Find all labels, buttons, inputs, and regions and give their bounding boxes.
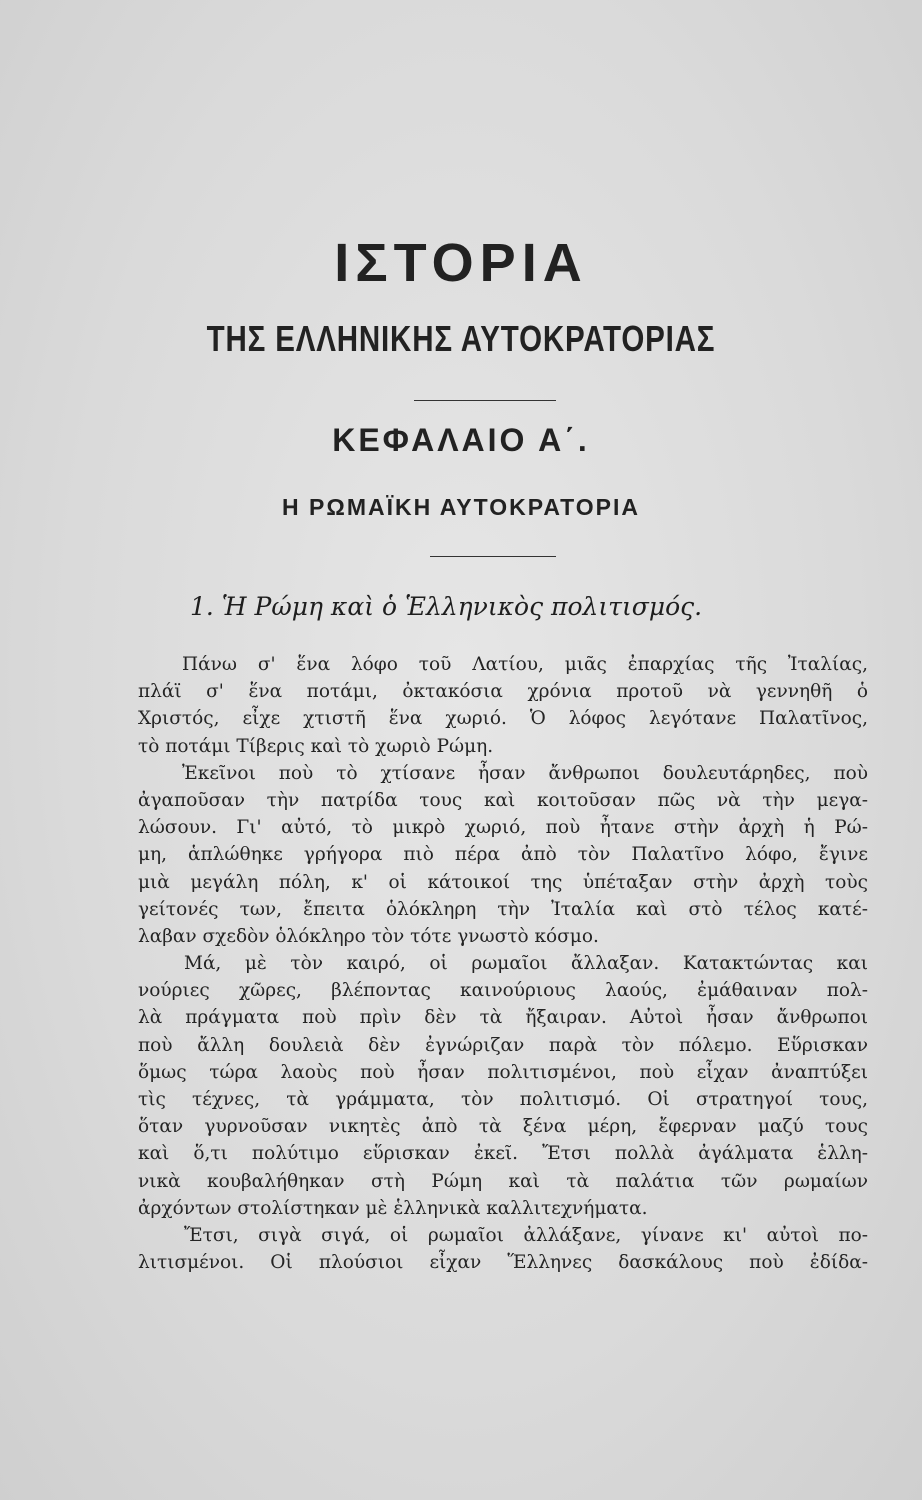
text-line: τὶς τέχνες, τὰ γράμματα, τὸν πολιτισμό. Οἱ στρατηγοί τους,	[138, 1089, 868, 1110]
text-line: νούριες χῶρες, βλέποντας καινούριους λαούς, ἐμάθαιναν πολ-	[138, 980, 868, 1002]
text-line: γείτονές των, ἔπειτα ὁλόκληρη τὴν Ἰταλία καὶ στὸ τέλος κατέ-	[138, 898, 868, 920]
text-line: μη, ἁπλώθηκε γρήγορα πιὸ πέρα ἀπὸ τὸν Παλατῖνο λόφο, ἔγινε	[138, 844, 868, 866]
divider-rule	[414, 400, 556, 401]
divider-rule	[430, 556, 556, 557]
book-title: ΙΣΤΟΡΙΑ	[334, 233, 588, 293]
text-line: πλάϊ σ' ἕνα ποτάμι, ὀκτακόσια χρόνια προτοῦ νὰ γεννηθῆ ὁ	[138, 681, 868, 703]
chapter-title: Η ΡΩΜΑΪΚΗ ΑΥΤΟΚΡΑΤΟΡΙΑ	[282, 494, 640, 520]
text-line: τὸ ποτάμι Τίβερις καὶ τὸ χωριὸ Ρώμη.	[138, 735, 494, 757]
text-line: Ἔτσι, σιγὰ σιγά, οἱ ρωμαῖοι ἀλλάξανε, γίνανε κι' αὐτοὶ πο-	[184, 1224, 868, 1246]
text-line: λιτισμένοι. Οἱ πλούσιοι εἶχαν Ἕλληνες δασκάλους ποὺ ἐδίδα-	[138, 1252, 868, 1274]
text-line: ἀγαποῦσαν τὴν πατρίδα τους καὶ κοιτοῦσαν πῶς νὰ τὴν μεγα-	[138, 789, 868, 811]
text-line: Ἐκεῖνοι ποὺ τὸ χτίσανε ἦσαν ἄνθρωποι δουλευτάρηδες, ποὺ	[182, 762, 868, 784]
chapter-number: ΚΕΦΑΛΑΙΟ Α΄.	[332, 422, 590, 458]
text-line: καὶ ὅ,τι πολύτιμο εὕρισκαν ἐκεῖ. Ἔτσι πολλὰ ἀγάλματα ἑλλη-	[138, 1143, 868, 1165]
text-line: ἀρχόντων στολίστηκαν μὲ ἑλληνικὰ καλλιτεχνήματα.	[138, 1197, 648, 1219]
text-line: λὰ πράγματα ποὺ πρὶν δὲν τὰ ἤξαιραν. Αὐτοὶ ἦσαν ἄνθρωποι	[138, 1007, 868, 1029]
text-line: λαβαν σχεδὸν ὁλόκληρο τὸν τότε γνωστὸ κόσμο.	[138, 925, 599, 947]
text-line: ὅμως τώρα λαοὺς ποὺ ἦσαν πολιτισμένοι, ποὺ εἶχαν ἀναπτύξει	[138, 1061, 868, 1083]
text-line: νικὰ κουβαλήθηκαν στὴ Ρώμη καὶ τὰ παλάτια τῶν ρωμαίων	[138, 1170, 868, 1192]
text-line: ποὺ ἄλλη δουλειὰ δὲν ἐγνώριζαν παρὰ τὸν πόλεμο. Εὕρισκαν	[138, 1034, 868, 1056]
text-line: Μά, μὲ τὸν καιρό, οἱ ρωμαῖοι ἄλλαξαν. Κατακτώντας και	[184, 953, 868, 975]
text-line: λώσουν. Γι' αὐτό, τὸ μικρὸ χωριό, ποὺ ἦτανε στὴν ἀρχὴ ἡ Ρώ-	[138, 817, 868, 839]
text-line: Χριστός, εἶχε χτιστῆ ἕνα χωριό. Ὁ λόφος λεγότανε Παλατῖνος,	[138, 708, 868, 730]
text-line: μιὰ μεγάλη πόλη, κ' οἱ κάτοικοί της ὑπέταξαν στὴν ἀρχὴ τοὺς	[138, 871, 868, 893]
book-subtitle: ΤΗΣ ΕΛΛΗΝΙΚΗΣ ΑΥΤΟΚΡΑΤΟΡΙΑΣ	[206, 318, 716, 359]
body-text	[138, 651, 868, 1276]
text-line: Πάνω σ' ἕνα λόφο τοῦ Λατίου, μιᾶς ἐπαρχίας τῆς Ἰταλίας,	[182, 654, 868, 675]
text-line: ὅταν γυρνοῦσαν νικητὲς ἀπὸ τὰ ξένα μέρη, ἔφερναν μαζύ τους	[138, 1116, 868, 1138]
section-heading: 1. Ἡ Ρώμη καὶ ὁ Ἑλληνικὸς πολιτισμός.	[190, 592, 703, 621]
